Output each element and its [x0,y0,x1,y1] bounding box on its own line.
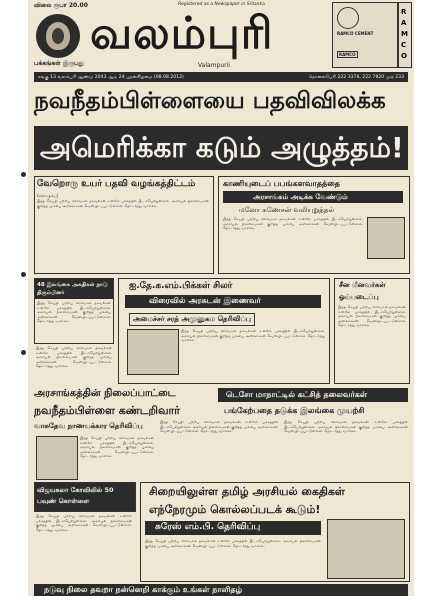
masthead-english: Valampurii [198,62,230,69]
story-title: அரசாங்கத்தின் நிலைப்பாட்டை [34,388,176,399]
story-body: இந்த செய்தி பற்றிய விரிவான தகவல்கள் உள்ளே பக்கத்தில் இடம்பெற்றுள்ளன. அரசியல் நிலைமைகள் குறித்த முக்கிய அறிக்கைகள் வெளியிடப்பட்டுள்ளன. தொடர்ந்து வாசிக்க. [223,217,363,231]
binder-hole [21,272,26,277]
story-body: இந்த செய்தி பற்றிய விரிவான தகவல்கள் உள்ளே பக்கத்தில் இடம்பெற்றுள்ளன. அரசியல் நிலைமைகள் குறித்த முக்கிய அறிக்கைகள் வெளியிடப்பட்டுள்ளன. தொடர்ந்து வாசிக்க. [160,420,278,434]
story-chinese-fishermen [334,278,410,384]
binder-hole [21,172,26,177]
story-title: சிறையிலுள்ள தமிழ் அரசியல் கைதிகள் [149,485,345,498]
story-subtitle: ஓய்படைப்பு [339,293,379,301]
story-byline: சுரேஸ் எம்.பி. தெரிவிப்பு [155,522,261,532]
story-dateline: (கொழும்பு) [37,193,59,198]
story-title: காணியுடைப் பபங்களவாதத்தை [223,179,341,188]
headline-line2: அமெரிக்கா கடும் அழுத்தம்! [40,131,404,164]
story-subtitle: விரைவில் அரசுடன் இணைவர் [149,296,261,305]
story-subtitle: நவநீதம்பிள்ளை கண்டறிவார் [34,404,181,417]
newspaper-page [28,0,414,596]
headline-line1: நவநீதம்பிள்ளையை பதவிவிலக்க [34,88,386,114]
story-body: இந்த செய்தி பற்றிய விரிவான தகவல்கள் உள்ளே பக்கத்தில் இடம்பெற்றுள்ளன. அரசியல் நிலைமைகள் குறித்த முக்கிய அறிக்கைகள் வெளியிடப்பட்டுள்ளன. தொடர்ந்து வாசிக்க. [37,199,209,208]
ramco-vertical-text: R A M C O [401,8,408,60]
story-title: வேறொரு உயர் பதவி வழங்கத்திட்டம் [37,179,196,189]
story-body: இந்த செய்தி பற்றிய விரிவான தகவல்கள் உள்ளே பக்கத்தில் இடம்பெற்றுள்ளன. அரசியல் நிலைமைகள் குறித்த முக்கிய அறிக்கைகள் வெளியிடப்பட்டுள்ளன. தொடர்ந்து வாசிக்க. [37,301,111,324]
pages-count: பக்கங்கள் இருபது [34,60,84,67]
ramco-ad-line1: RAMCO CEMENT [337,31,374,36]
story-body: இந்த செய்தி பற்றிய விரிவான தகவல்கள் உள்ளே பக்கத்தில் இடம்பெற்றுள்ளன. அரசியல் நிலைமைகள் குறித்த முக்கிய அறிக்கைகள் வெளியிடப்பட்டுள்ளன. தொடர்ந்து வாசிக்க. [80,436,154,459]
story-robbery [34,482,136,512]
story-upper-right [218,176,410,274]
ramco-ad [332,2,398,68]
dateline-left: சங்கு 13 வலம்புரி ஆண்டு 2043 ஆடி 24 புதன்கிழமை (08.08.2012) [38,75,184,80]
story-refugees [34,278,114,344]
story-title: 48 இலங்கை அகதிகள் நாடு திரும்பினர் [37,282,108,296]
story-body: இந்த செய்தி பற்றிய விரிவான தகவல்கள் உள்ளே பக்கத்தில் இடம்பெற்றுள்ளன. அரசியல் நிலைமைகள் குறித்த முக்கிய அறிக்கைகள் வெளியிடப்பட்டுள்ளன. தொடர்ந்து வாசிக்க. [338,305,406,328]
footer-slogan-bar [34,584,408,596]
story-subtitle: பங்கேற்பதை தடுக்க இலங்கை முயற்சி [224,406,365,415]
binder-hole [21,350,26,355]
story-subtitle: எந்நேரமும் கொல்லப்படக் கூடும்! [149,503,321,516]
story-byline: அமைச்சர் சரத் அமுனுகம தெரிவிப்பு [129,313,255,326]
story-title: டெசோ மாநாட்டில் கட்சித் தலைவர்கள் [226,390,368,399]
story-subtitle: அரசாங்கம் அடிக்க வேண்டும் [253,193,348,201]
price-label: விலை ரூபா 20.00 [34,2,88,9]
story-political-prisoners [140,482,410,582]
minister-photo [127,329,179,375]
conch-logo-icon [36,14,80,58]
dateline-right: தொலைபேசி 222 3378, 222 7820 முத் 233 [308,75,404,80]
ramco-emblem-icon [337,7,359,29]
ramco-ad-line2: RAMCO [339,52,356,57]
ramco-vertical-banner [398,2,412,68]
story-title: சீன மீனவர்கள் [339,281,386,289]
story-unp-mps [118,278,330,384]
footer-slogan: நடுவு நிலை தவறா நன்னெறி காக்கும் உங்கள் நாளிதழ் [44,585,243,594]
portrait-photo [367,217,405,259]
vasudeva-photo [36,436,78,480]
story-body: இந்த செய்தி பற்றிய விரிவான தகவல்கள் உள்ளே பக்கத்தில் இடம்பெற்றுள்ளன. அரசியல் நிலைமைகள் குறித்த முக்கிய அறிக்கைகள் வெளியிடப்பட்டுள்ளன. தொடர்ந்து வாசிக்க. [36,346,112,369]
story-byline: வாசுதேவ நாணயக்கார தெரிவிப்பு [34,422,143,430]
story-body: இந்த செய்தி பற்றிய விரிவான தகவல்கள் உள்ளே பக்கத்தில் இடம்பெற்றுள்ளன. அரசியல் நிலைமைகள் குறித்த முக்கிய அறிக்கைகள் வெளியிடப்பட்டுள்ளன. தொடர்ந்து வாசிக்க. [145,539,321,548]
story-title: ஐ.தே.க.எம்.பிக்கள் சிலர் [129,281,233,291]
story-body: இந்த செய்தி பற்றிய விரிவான தகவல்கள் உள்ளே பக்கத்தில் இடம்பெற்றுள்ளன. அரசியல் நிலைமைகள் குறித்த முக்கிய அறிக்கைகள் வெளியிடப்பட்டுள்ளன. தொடர்ந்து வாசிக்க. [284,420,408,434]
masthead-title: வலம்புரி [90,8,274,59]
suresh-photo [327,519,405,579]
dateline-bar [34,72,408,82]
registration-note: Registered as a Newspaper in Srilanka [178,2,265,7]
headline-banner [34,126,408,170]
story-body: இந்த செய்தி பற்றிய விரிவான தகவல்கள் உள்ளே பக்கத்தில் இடம்பெற்றுள்ளன. அரசியல் நிலைமைகள் குறித்த முக்கிய அறிக்கைகள் வெளியிடப்பட்டுள்ளன. தொடர்ந்து வாசிக்க. [181,329,325,343]
story-subtitle-box [223,191,403,203]
story-title: விஜயகலா கோவிலில் 50 பவுண் கொள்ளை [37,486,114,505]
story-body: இந்த செய்தி பற்றிய விரிவான தகவல்கள் உள்ளே பக்கத்தில் இடம்பெற்றுள்ளன. அரசியல் நிலைமைகள் குறித்த முக்கிய அறிக்கைகள் வெளியிடப்பட்டுள்ளன. தொடர்ந்து வாசிக்க. [36,514,132,532]
story-byline: மனோ கணேசன் வலியுறுத்தல் [239,206,335,214]
story-upper-left [34,176,214,274]
